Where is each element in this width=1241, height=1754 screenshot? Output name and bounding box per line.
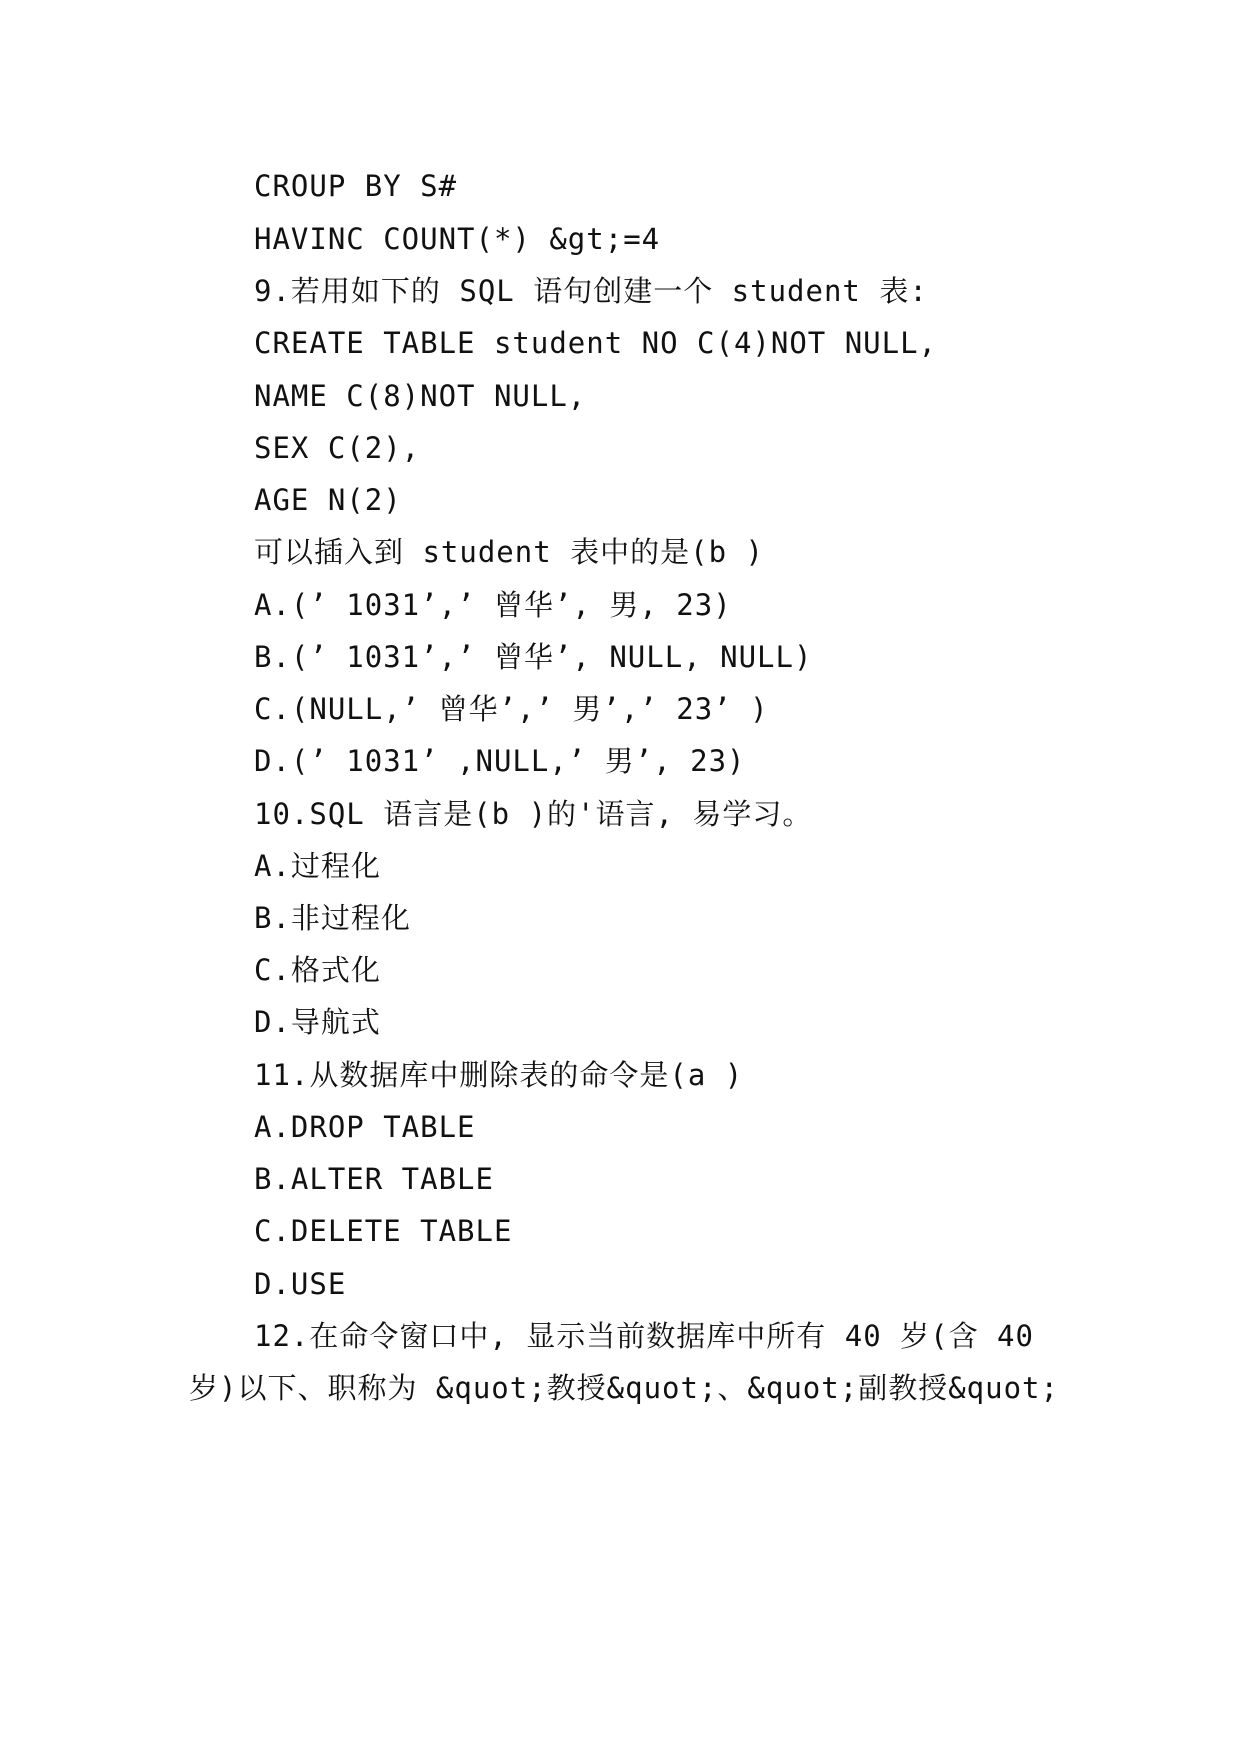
question-10-option-c: C.格式化 xyxy=(254,953,381,987)
code-line-having: HAVINC COUNT(*) &gt;=4 xyxy=(254,222,661,256)
question-10-option-b: B.非过程化 xyxy=(254,901,411,935)
question-9-option-a: A.(’ 1031’,’ 曾华’, 男, 23) xyxy=(254,588,732,622)
question-9-stem: 9.若用如下的 SQL 语句创建一个 student 表: xyxy=(254,274,928,308)
question-9-option-d: D.(’ 1031’ ,NULL,’ 男’, 23) xyxy=(254,744,746,778)
code-line-create-table: CREATE TABLE student NO C(4)NOT NULL, xyxy=(254,326,938,360)
code-line-group-by: CROUP BY S# xyxy=(254,169,458,203)
question-10-option-d: D.导航式 xyxy=(254,1005,381,1039)
question-9-prompt: 可以插入到 student 表中的是(b ) xyxy=(254,535,764,569)
question-11-stem: 11.从数据库中删除表的命令是(a ) xyxy=(254,1058,744,1092)
question-11-option-a: A.DROP TABLE xyxy=(254,1110,476,1144)
code-line-age: AGE N(2) xyxy=(254,483,402,517)
question-10-stem: 10.SQL 语言是(b )的'语言, 易学习。 xyxy=(254,797,813,831)
question-10-option-a: A.过程化 xyxy=(254,849,381,883)
question-12-stem-line-1: 12.在命令窗口中, 显示当前数据库中所有 40 岁(含 40 xyxy=(254,1319,1034,1353)
code-line-name: NAME C(8)NOT NULL, xyxy=(254,379,587,413)
question-9-option-c: C.(NULL,’ 曾华’,’ 男’,’ 23’ ) xyxy=(254,692,769,726)
question-11-option-d: D.USE xyxy=(254,1267,347,1301)
question-11-option-b: B.ALTER TABLE xyxy=(254,1162,494,1196)
question-11-option-c: C.DELETE TABLE xyxy=(254,1214,513,1248)
question-9-option-b: B.(’ 1031’,’ 曾华’, NULL, NULL) xyxy=(254,640,813,674)
code-line-sex: SEX C(2), xyxy=(254,431,421,465)
question-12-stem-line-2: 岁)以下、职称为 &quot;教授&quot;、&quot;副教授&quot; xyxy=(189,1371,1059,1405)
